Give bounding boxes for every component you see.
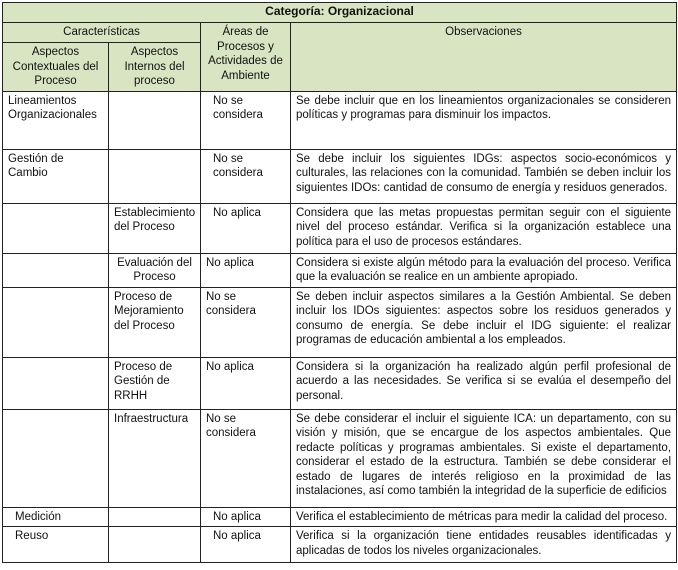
cell-interno: [109, 507, 201, 527]
table-row: [3, 409, 677, 507]
cell-area: No aplica: [201, 357, 291, 409]
cell-interno: Establecimiento del Proceso: [109, 203, 201, 253]
cell-interno: [109, 527, 201, 563]
cell-observacion: Verifica el establecimiento de métricas para medir la calidad del proceso.: [291, 507, 677, 527]
header-caracteristicas: Características: [3, 23, 201, 43]
cell-contextual: Reuso: [3, 527, 109, 563]
cell-area: No aplica: [201, 253, 291, 287]
cell-observacion: Considera si existe algún método para la evaluación del proceso. Verifica que la evaluación se realice en un ambiente apropiado.: [291, 253, 677, 287]
table-row: [3, 253, 677, 287]
table-row: [3, 287, 677, 357]
cell-contextual: Gestión de Cambio: [3, 149, 109, 203]
cell-interno: [109, 91, 201, 149]
cell-interno: Evaluación del Proceso: [109, 253, 201, 287]
header-aspectos-contextuales: Aspectos Contextuales del Proceso: [3, 43, 109, 92]
cell-area: No se considera: [201, 287, 291, 357]
table-row: [3, 91, 677, 149]
cell-area: No aplica: [201, 527, 291, 563]
cell-area: No aplica: [201, 203, 291, 253]
header-observaciones: Observaciones: [291, 23, 677, 92]
cell-contextual: [3, 357, 109, 409]
cell-observacion: Se debe incluir los siguientes IDGs: aspectos socio-económicos y culturales, las relaciones con la comunidad. También se deben incluir los siguientes IDOs: cantidad de consumo de energía y residuos generados.: [291, 149, 677, 203]
cell-contextual: Medición: [3, 507, 109, 527]
cell-contextual: [3, 203, 109, 253]
cell-area: No aplica: [201, 507, 291, 527]
cell-observacion: Considera si la organización ha realizado algún perfil profesional de acuerdo a las necesidades. Se verifica si se evalúa el desempeño del personal.: [291, 357, 677, 409]
cell-interno: Proceso de Gestión de RRHH: [109, 357, 201, 409]
cell-observacion: Considera que las metas propuestas permitan seguir con el siguiente nivel del proceso estándar. Verifica si la organización establece una política para el uso de procesos estándares.: [291, 203, 677, 253]
table-row: [3, 203, 677, 253]
cell-area: No se considera: [201, 409, 291, 507]
cell-interno: Proceso de Mejoramiento del Proceso: [109, 287, 201, 357]
table-row: [3, 149, 677, 203]
cell-area: No se considera: [201, 91, 291, 149]
cell-observacion: Se deben incluir aspectos similares a la Gestión Ambiental. Se deben incluir los IDOs siguientes: aspectos sobre los residuos generados y consumo de energía. Se debe incluir el IDG siguiente: el realizar programas de educación ambiental a los empleados.: [291, 287, 677, 357]
table-row: [3, 527, 677, 563]
cell-observacion: Verifica si la organización tiene entidades reusables identificadas y aplicadas de todos los niveles organizacionales.: [291, 527, 677, 563]
cell-interno: Infraestructura: [109, 409, 201, 507]
cell-contextual: Lineamientos Organizacionales: [3, 91, 109, 149]
header-aspectos-internos: Aspectos Internos del proceso: [109, 43, 201, 92]
cell-area: No se considera: [201, 149, 291, 203]
table-title: Categoría: Organizacional: [3, 3, 677, 23]
table-row: [3, 357, 677, 409]
table-row: [3, 507, 677, 527]
header-areas: Áreas de Procesos y Actividades de Ambiente: [201, 23, 291, 92]
organizational-category-table: [2, 2, 677, 563]
cell-observacion: Se debe considerar el incluir el siguiente ICA: un departamento, con su visión y misión, que se encargue de los aspectos ambientales. Que redacte políticas y programas ambientales. Si existe el departamento, considerar el estado de la estructura. También se debe considerar el estado de lugares de interés religioso en la proximidad de las instalaciones, así como también la integridad de la superficie de edificios: [291, 409, 677, 507]
cell-observacion: Se debe incluir que en los lineamientos organizacionales se consideren políticas y programas para disminuir los impactos.: [291, 91, 677, 149]
cell-contextual: [3, 253, 109, 287]
cell-interno: [109, 149, 201, 203]
cell-contextual: [3, 409, 109, 507]
cell-contextual: [3, 287, 109, 357]
